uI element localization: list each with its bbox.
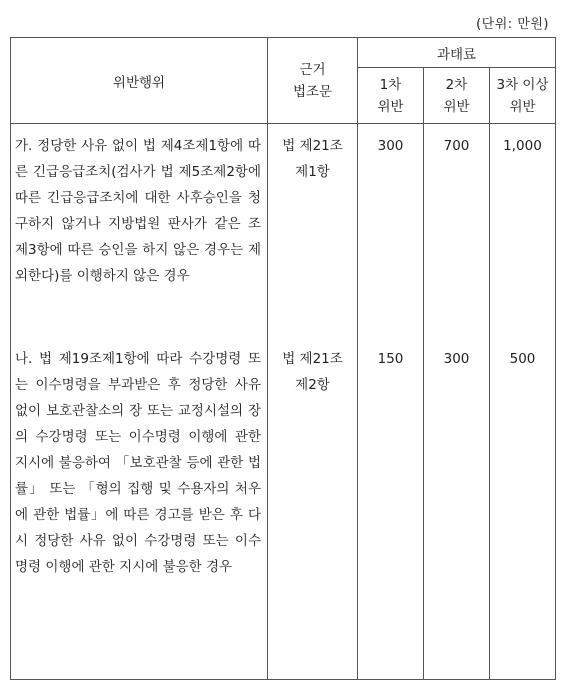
violation-cell <box>11 346 268 680</box>
third-fine-a: 1,000 <box>490 124 556 346</box>
first-fine-b <box>358 346 424 680</box>
violation-cell <box>11 124 268 346</box>
header-basis-line1: 근거 <box>299 61 326 78</box>
first-fine-a: 300 <box>358 124 424 346</box>
basis-a-line2: 제1항 <box>295 164 330 180</box>
second-fine-b <box>424 346 490 680</box>
second-fine-b-value: 300 <box>443 350 470 367</box>
fine-table <box>10 37 556 680</box>
header-third-line1: 3차 이상 <box>496 76 549 93</box>
basis-cell <box>268 346 358 680</box>
header-first-violation <box>358 68 424 124</box>
third-fine-b-value: 500 <box>509 350 536 367</box>
basis-b-line2: 제2항 <box>295 376 330 393</box>
violation-text-b: 나. 법 제19조제1항에 따라 수강명령 또는 이수명령을 부과받은 후 정당한 사유 없이 보호관찰소의 장 또는 교정시설의 장의 수강명령 또는 이수명령 이행에 관한 지시에 불응하여 「보호관찰 등에 관한 법률」 또는 「형의 집행 및 수용자의 처우에 관한 법률」에 따른 경고를 받은 후 다시 정당한 사유 없이 수강명령 또는 이수명령 이행에 관한 지시에 불응한 경우 <box>15 350 261 575</box>
header-basis-line2: 법조문 <box>292 83 333 100</box>
header-second-violation <box>424 68 490 124</box>
header-row-top <box>11 38 556 68</box>
header-first-line2: 위반 <box>377 98 404 115</box>
first-fine-b-value: 150 <box>377 350 404 367</box>
basis-cell <box>268 124 358 346</box>
second-fine-a: 700 <box>424 124 490 346</box>
third-fine-b <box>490 346 556 680</box>
header-fine: 과태료 <box>358 38 556 68</box>
basis-a-line1: 법 제21조 <box>282 138 343 154</box>
table-row <box>11 124 556 346</box>
header-second-line1: 2차 <box>445 76 468 93</box>
basis-b-line1: 법 제21조 <box>282 350 343 367</box>
header-first-line1: 1차 <box>379 76 402 93</box>
table-row <box>11 346 556 680</box>
violation-text-a: 가. 정당한 사유 없이 법 제4조제1항에 따른 긴급응급조치(검사가 법 제5조제2항에 따른 긴급응급조치에 대한 사후승인을 청구하지 않거나 지방법원 판사가 같은 조 제3항에 따른 승인을 하지 않은 경우는 제외한다)를 이행하지 않은 경우 <box>15 138 261 284</box>
unit-note: (단위: 만원) <box>476 17 549 32</box>
header-basis <box>268 38 358 124</box>
header-third-line2: 위반 <box>509 98 536 115</box>
header-second-line2: 위반 <box>443 98 470 115</box>
header-violation: 위반행위 <box>11 38 268 124</box>
header-third-violation <box>490 68 556 124</box>
